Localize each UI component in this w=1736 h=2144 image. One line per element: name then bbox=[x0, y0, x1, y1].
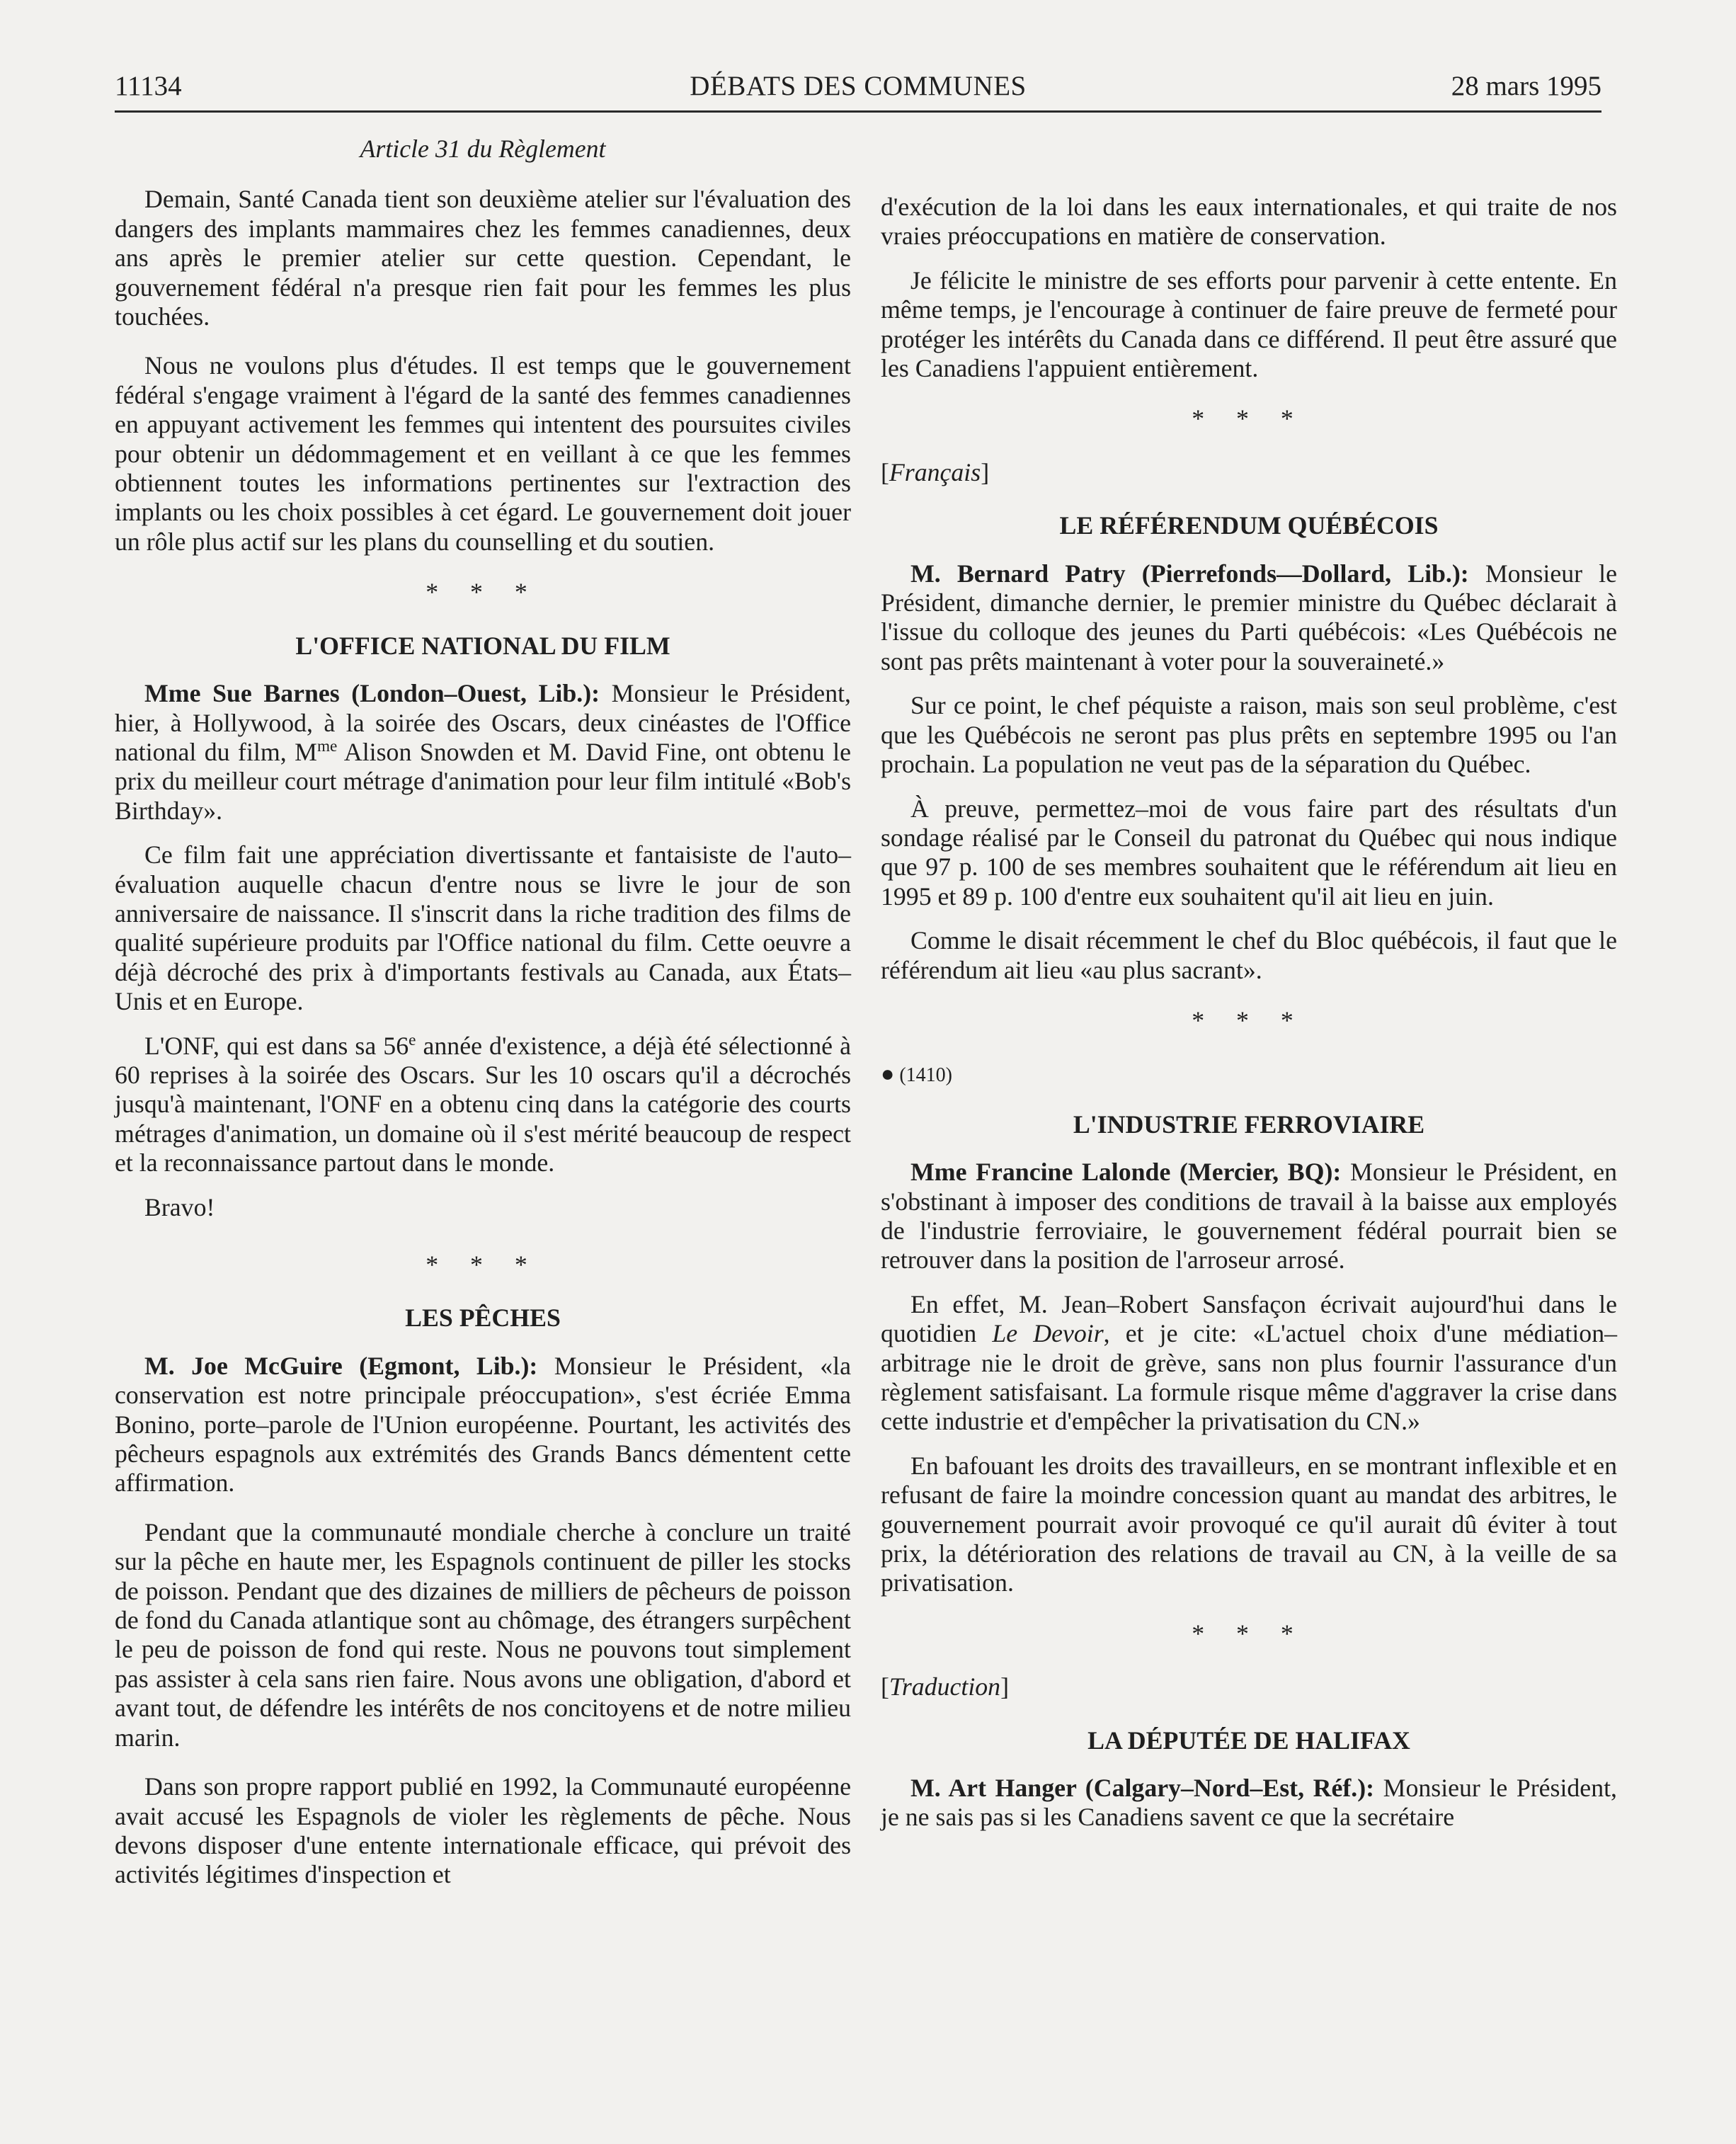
paragraph: Mme Francine Lalonde (Mercier, BQ): Monsieur le Président, en s'obstinant à imposer des conditions de travail à la baisse aux employés de l'industrie ferroviaire, le gouvernement fédéral pourrait bien se retrouver dans la position de l'arroseur arrosé. bbox=[881, 1158, 1617, 1275]
paragraph: M. Joe McGuire (Egmont, Lib.): Monsieur le Président, «la conservation est notre principale préoccupation», s'est écriée Emma Bonino, porte–parole de l'Union européenne. Pourtant, les activités des pêcheurs espagnols aux extrémités des Grands Bancs démentent cette affirmation. bbox=[115, 1351, 851, 1498]
language-marker: [Traduction] bbox=[881, 1672, 1009, 1701]
section-heading: L'OFFICE NATIONAL DU FILM bbox=[295, 631, 670, 660]
section-heading: LES PÊCHES bbox=[405, 1304, 561, 1333]
bullet-icon: ● bbox=[881, 1061, 895, 1087]
speaker-name: Mme Sue Barnes (London–Ouest, Lib.): bbox=[144, 679, 600, 708]
page-number: 11134 bbox=[115, 71, 182, 101]
section-heading: LA DÉPUTÉE DE HALIFAX bbox=[1087, 1726, 1410, 1755]
section-separator: * * * bbox=[1192, 404, 1306, 433]
paragraph: Pendant que la communauté mondiale cherche à conclure un traité sur la pêche en haute mer, les Espagnols continuent de piller les stocks de poisson. Pendant que des dizaines de milliers de pêcheurs de poisson de fond du Canada atlantique sont au chômage, des étrangers surpêchent le peu de poisson de fond qui reste. Nous ne pouvons tout simplement pas assister à cela sans rien faire. Nous avons une obligation, d'abord et avant tout, de défendre les intérêts de nos concitoyens et de notre milieu marin. bbox=[115, 1517, 851, 1752]
paragraph: Demain, Santé Canada tient son deuxième atelier sur l'évaluation des dangers des implants mammaires chez les femmes canadiennes, deux ans après le premier atelier sur cette question. Cependant, le gouvernement fédéral n'a presque rien fait pour les femmes les plus touchées. bbox=[115, 185, 851, 331]
header-rule bbox=[115, 110, 1601, 113]
publication-title: DÉBATS DES COMMUNES bbox=[690, 71, 1027, 101]
paragraph: d'exécution de la loi dans les eaux internationales, et qui traite de nos vraies préoccupations en matière de conservation. bbox=[881, 193, 1617, 251]
paragraph: Comme le disait récemment le chef du Bloc québécois, il faut que le référendum ait lieu «au plus sacrant». bbox=[881, 926, 1617, 984]
paragraph: Ce film fait une appréciation divertissante et fantaisiste de l'auto–évaluation auquelle chacun d'entre nous se livre le jour de son anniversaire de naissance. Il s'inscrit dans la riche tradition des films de qualité supérieure produits par l'Office national du film. Cette oeuvre a déjà décroché des prix à d'importants festivals au Canada, aux États–Unis et en Europe. bbox=[115, 840, 851, 1016]
language-marker: [Français] bbox=[881, 457, 990, 486]
speaker-name: M. Art Hanger (Calgary–Nord–Est, Réf.): bbox=[910, 1774, 1375, 1803]
section-heading: L'INDUSTRIE FERROVIAIRE bbox=[1073, 1110, 1425, 1139]
section-separator: * * * bbox=[426, 1250, 540, 1279]
paragraph: En effet, M. Jean–Robert Sansfaçon écrivait aujourd'hui dans le quotidien Le Devoir, et je cite: «L'actuel choix d'une médiation–arbitrage nie le droit de grève, sans non plus fournir l'assurance d'un règlement satisfaisant. La formule risque même d'aggraver la crise dans cette industrie et d'empêcher la privatisation du CN.» bbox=[881, 1289, 1617, 1436]
right-column bbox=[881, 193, 1617, 1847]
paragraph: À preuve, permettez–moi de vous faire part des résultats d'un sondage réalisé par le Conseil du patronat du Québec qui nous indique que 97 p. 100 de ses membres souhaitent que le référendum ait lieu en 1995 et 89 p. 100 d'entre eux souhaitent qu'il ait lieu en juin. bbox=[881, 794, 1617, 911]
speaker-name: M. Bernard Patry (Pierrefonds—Dollard, Lib.): bbox=[910, 559, 1469, 588]
paragraph: M. Art Hanger (Calgary–Nord–Est, Réf.): Monsieur le Président, je ne sais pas si les Canadiens savent ce que la secrétaire bbox=[881, 1774, 1617, 1832]
page-header bbox=[115, 67, 1601, 106]
section-separator: * * * bbox=[1192, 1619, 1306, 1648]
paragraph: Sur ce point, le chef péquiste a raison, mais son seul problème, c'est que les Québécois ne seront pas plus prêts en septembre 1995 ou l'an prochain. La population ne veut pas de la séparation du Québec. bbox=[881, 691, 1617, 779]
section-heading: LE RÉFÉRENDUM QUÉBÉCOIS bbox=[1059, 511, 1439, 540]
section-separator: * * * bbox=[426, 578, 540, 607]
paragraph: Dans son propre rapport publié en 1992, la Communauté européenne avait accusé les Espagnols de violer les règlements de pêche. Nous devons disposer d'une entente internationale efficace, qui prévoit des activités légitimes d'inspection et bbox=[115, 1772, 851, 1889]
left-column bbox=[115, 135, 851, 1905]
speaker-name: M. Joe McGuire (Egmont, Lib.): bbox=[144, 1351, 538, 1380]
paragraph: L'ONF, qui est dans sa 56e année d'existence, a déjà été sélectionné à 60 reprises à la soirée des Oscars. Sur les 10 oscars qu'il a décrochés jusqu'à maintenant, l'ONF en a obtenu cinq dans la catégorie des courts métrages d'animation, un domaine où il s'est mérité beaucoup de respect et la reconnaissance partout dans le monde. bbox=[115, 1030, 851, 1178]
section-rule-title: Article 31 du Règlement bbox=[360, 135, 606, 163]
paragraph: Nous ne voulons plus d'études. Il est temps que le gouvernement fédéral s'engage vraiment à l'égard de la santé des femmes canadiennes en appuyant activement les femmes qui intentent des poursuites civiles pour obtenir un dédommagement et en veillant à ce que les femmes obtiennent toutes les informations pertinentes sur l'extraction des implants ou les choix possibles à cet égard. Le gouvernement doit jouer un rôle plus actif sur les plans du counselling et du soutien. bbox=[115, 351, 851, 556]
paragraph: Mme Sue Barnes (London–Ouest, Lib.): Monsieur le Président, hier, à Hollywood, à la soirée des Oscars, deux cinéastes de l'Office national du film, $M^{me}$ Alison Snowden et M. David Fine, ont obtenu le prix du meilleur court métrage d'animation pour leur film intitulé «Bob's Birthday». bbox=[115, 679, 852, 825]
paragraph: Bravo! bbox=[144, 1192, 215, 1221]
section-separator: * * * bbox=[1192, 1005, 1306, 1034]
speaker-name: Mme Francine Lalonde (Mercier, BQ): bbox=[910, 1158, 1342, 1187]
paragraph: M. Bernard Patry (Pierrefonds—Dollard, Lib.): Monsieur le Président, dimanche dernier, le premier ministre du Québec déclarait à l'issue du colloque des jeunes du Parti québécois: «Les Québécois ne sont pas prêts maintenant à voter pour la souveraineté.» bbox=[881, 559, 1617, 675]
time-marker: ● (1410) bbox=[881, 1061, 952, 1087]
newspaper-title: Le Devoir bbox=[992, 1319, 1104, 1348]
sitting-date: 28 mars 1995 bbox=[1451, 71, 1601, 101]
paragraph: Je félicite le ministre de ses efforts pour parvenir à cette entente. En même temps, je l'encourage à continuer de faire preuve de fermeté pour protéger les intérêts du Canada dans ce différend. Il peut être assuré que les Canadiens l'appuient entièrement. bbox=[881, 266, 1617, 383]
paragraph: En bafouant les droits des travailleurs, en se montrant inflexible et en refusant de faire la moindre concession quant au mandat des arbitres, le gouvernement pourrait avoir provoqué ce qu'il aurait dû éviter à tout prix, la détérioration des relations de travail au CN, à la veille de sa privatisation. bbox=[881, 1451, 1617, 1597]
